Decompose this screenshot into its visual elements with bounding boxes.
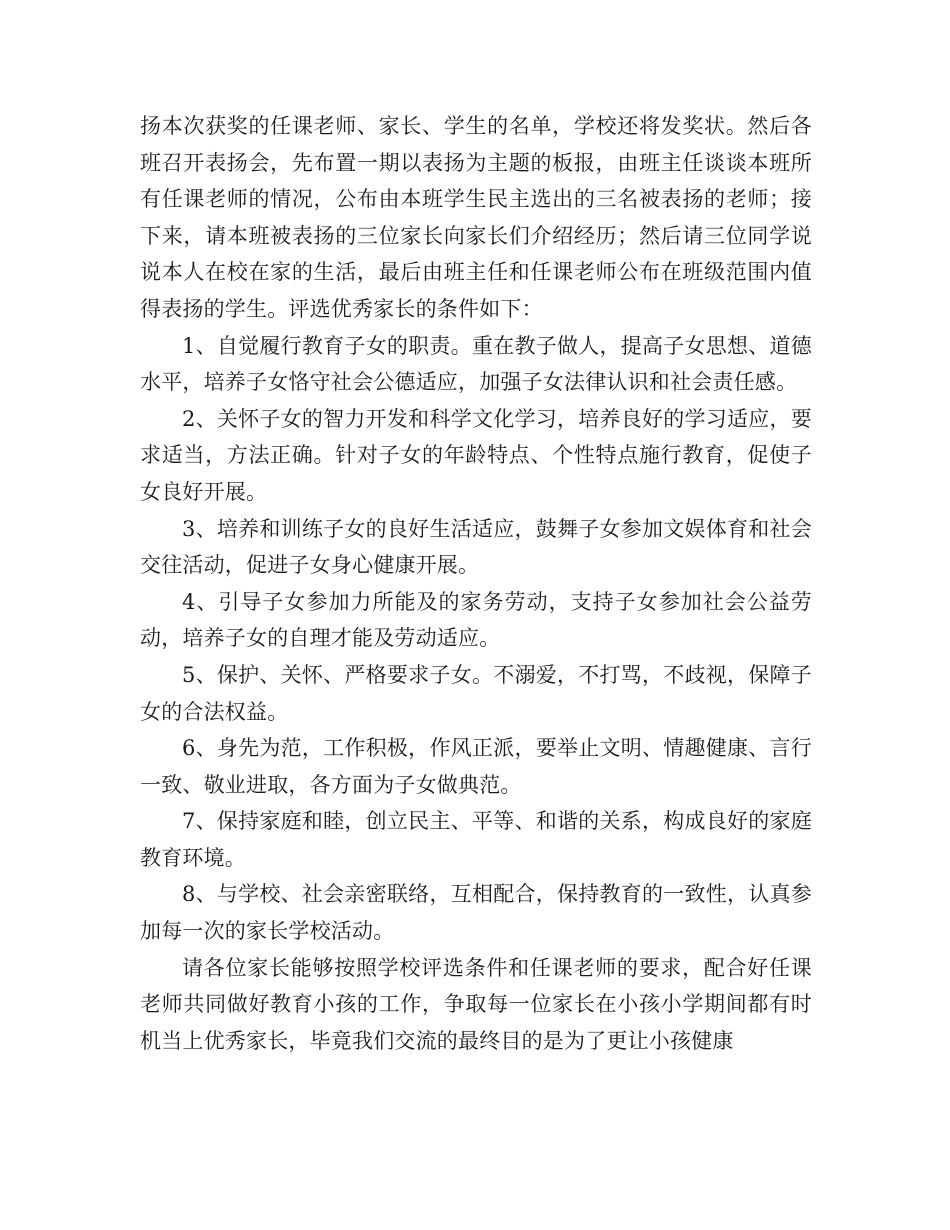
criteria-item-1: 1、自觉履行教育子女的职责。重在教子做人，提高子女思想、道德水平，培养子女恪守社会公德适应，加强子女法律认识和社会责任感。 [140,333,812,395]
criteria-item-2: 2、关怀子女的智力开发和科学文化学习，培养良好的学习适应，要求适当，方法正确。针对子女的年龄特点、个性特点施行教育，促使子女良好开展。 [140,406,812,504]
criteria-item-4: 4、引导子女参加力所能及的家务劳动，支持子女参加社会公益劳动，培养子女的自理才能及劳动适应。 [140,589,812,651]
criteria-item-3: 3、培养和训练子女的良好生活适应，鼓舞子女参加文娱体育和社会交往活动，促进子女身心健康开展。 [140,516,812,578]
criteria-item-8: 8、与学校、社会亲密联络，互相配合，保持教育的一致性，认真参加每一次的家长学校活动。 [140,882,812,944]
paragraph-closing: 请各位家长能够按照学校评选条件和任课老师的要求，配合好任课老师共同做好教育小孩的工作，争取每一位家长在小孩小学期间都有时机当上优秀家长，毕竟我们交流的最终目的是为了更让小孩健康 [140,955,812,1053]
criteria-item-7: 7、保持家庭和睦，创立民主、平等、和谐的关系，构成良好的家庭教育环境。 [140,809,812,870]
paragraph-intro: 扬本次获奖的任课老师、家长、学生的名单，学校还将发奖状。然后各班召开表扬会，先布置一期以表扬为主题的板报，由班主任谈谈本班所有任课老师的情况，公布由本班学生民主选出的三名被表扬的老师；接下来，请本班被表扬的三位家长向家长们介绍经历；然后请三位同学说说本人在校在家的生活，最后由班主任和任课老师公布在班级范围内值得表扬的学生。评选优秀家长的条件如下： [140,114,812,321]
criteria-item-5: 5、保护、关怀、严格要求子女。不溺爱，不打骂，不歧视，保障子女的合法权益。 [140,662,812,724]
criteria-item-6: 6、身先为范，工作积极，作风正派，要举止文明、情趣健康、言行一致、敬业进取，各方面为子女做典范。 [140,736,812,797]
